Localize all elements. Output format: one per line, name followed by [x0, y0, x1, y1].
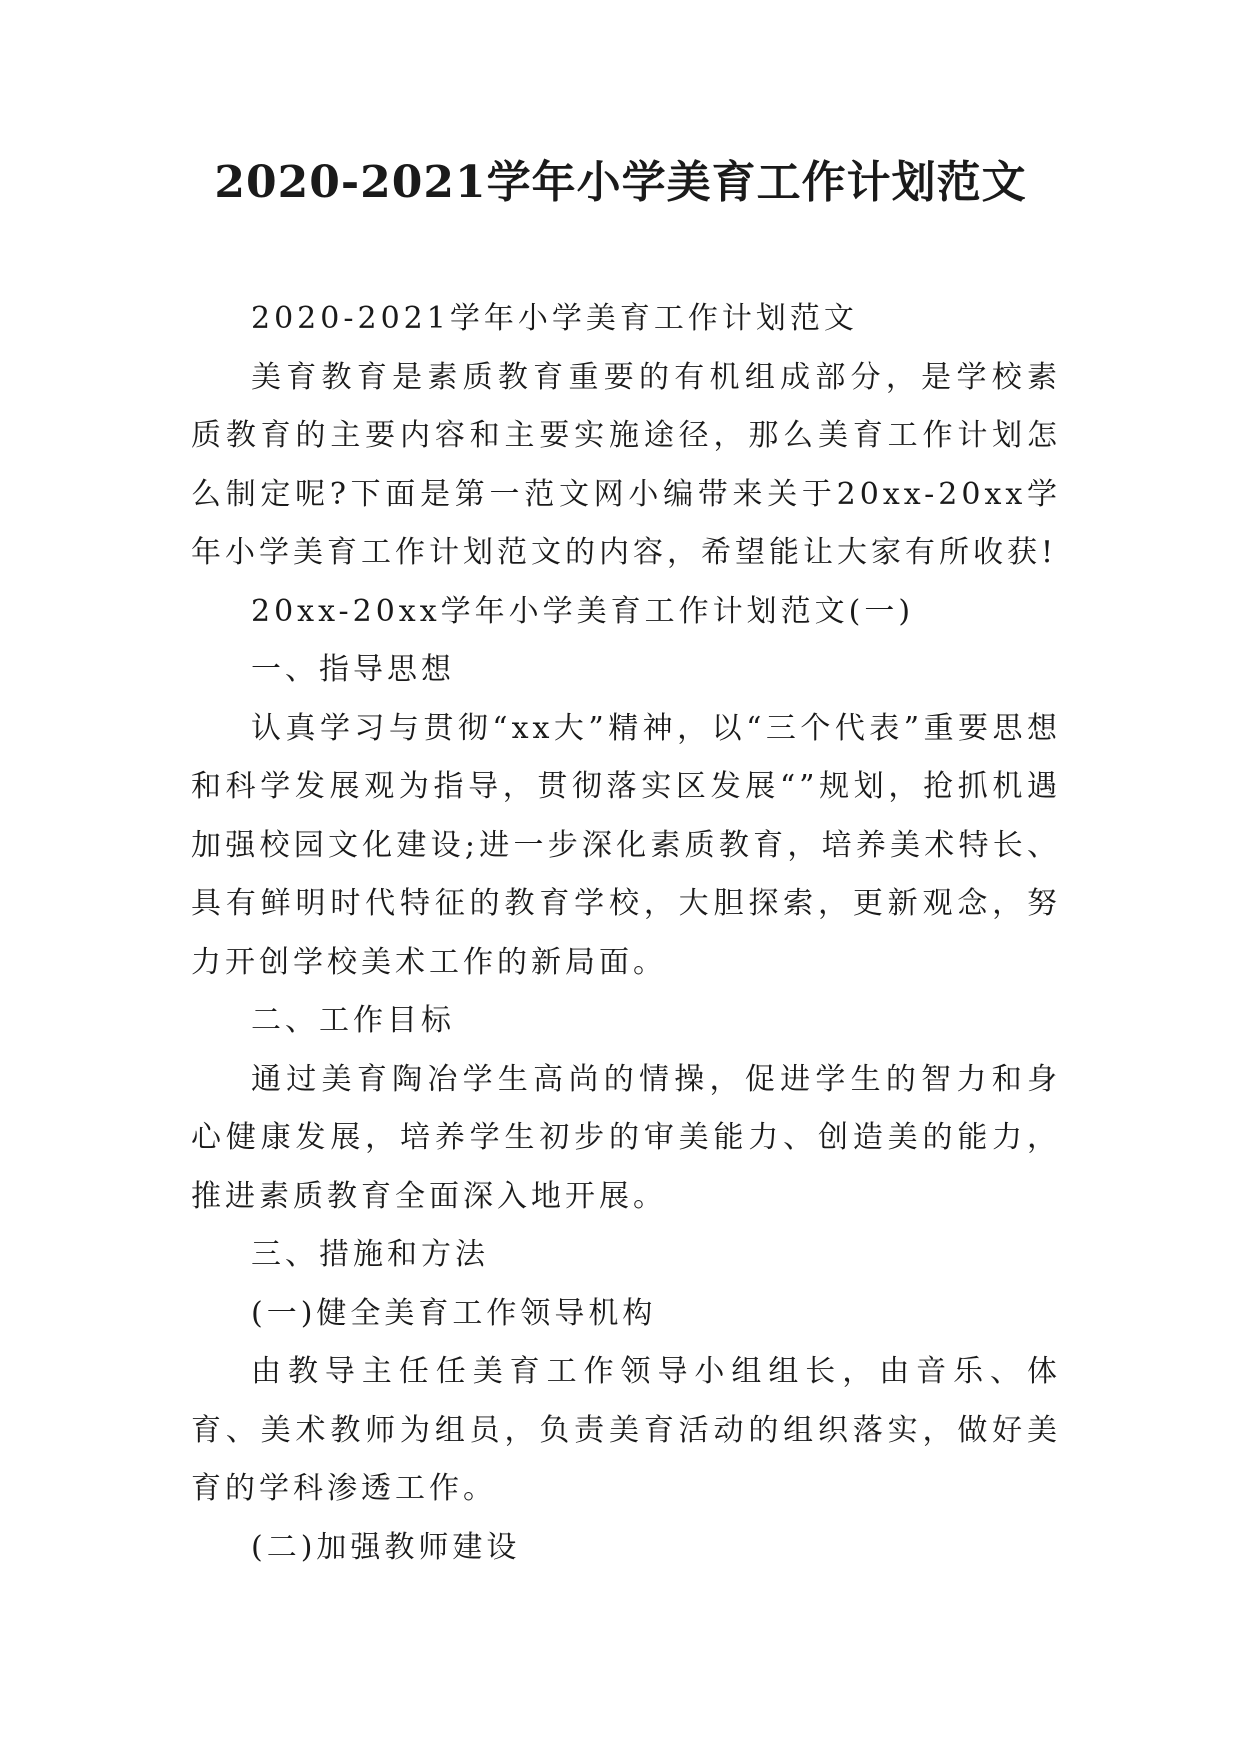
heading-guiding-ideology: 一、指导思想 [251, 652, 455, 687]
subheading-teachers: (二)加强教师建设 [251, 1529, 521, 1565]
paragraph-guiding-ideology: 认真学习与贯彻“xx大”精神，以“三个代表”重要思想和科学发展观为指导，贯彻落实区发展“”规划，抢抓机遇加强校园文化建设;进一步深化素质教育，培养美术特长、具有鲜明时代特征的教育学校，大胆探索，更新观念，努力开创学校美术工作的新局面。 [191, 710, 1061, 980]
subheading-leadership: (一)健全美育工作领导机构 [251, 1295, 657, 1331]
heading-work-goals: 二、工作目标 [251, 1003, 455, 1038]
paragraph-intro: 美育教育是素质教育重要的有机组成部分，是学校素质教育的主要内容和主要实施途径，那么美育工作计划怎么制定呢?下面是第一范文网小编带来关于20xx-20xx学年小学美育工作计划范文的内容，希望能让大家有所收获! [191, 359, 1061, 570]
document-title: 2020-2021学年小学美育工作计划范文 [214, 157, 1027, 208]
paragraph-leadership: 由教导主任任美育工作领导小组组长，由音乐、体育、美术教师为组员，负责美育活动的组织落实，做好美育的学科渗透工作。 [191, 1354, 1061, 1506]
paragraph-subtitle: 2020-2021学年小学美育工作计划范文 [251, 301, 858, 336]
paragraph-section-title: 20xx-20xx学年小学美育工作计划范文(一) [251, 593, 915, 629]
heading-measures: 三、措施和方法 [251, 1237, 489, 1272]
document-body [191, 290, 1061, 1577]
paragraph-work-goals: 通过美育陶冶学生高尚的情操，促进学生的智力和身心健康发展，培养学生初步的审美能力、创造美的能力，推进素质教育全面深入地开展。 [191, 1061, 1061, 1214]
